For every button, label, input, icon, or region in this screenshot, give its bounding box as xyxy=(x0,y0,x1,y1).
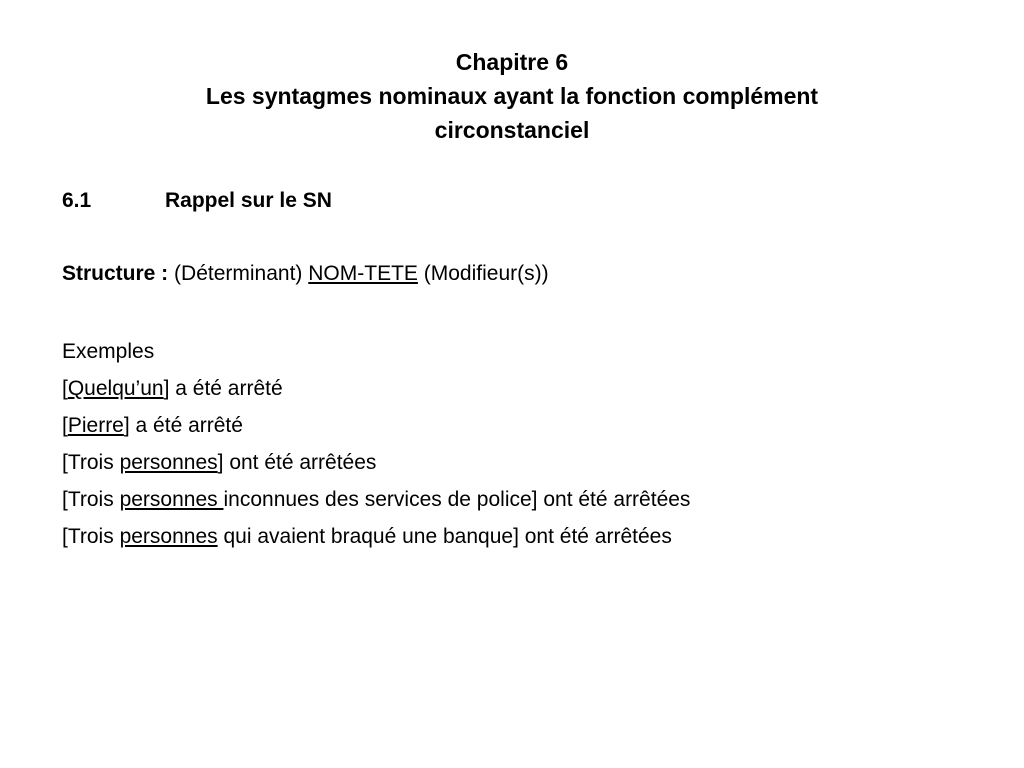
structure-label: Structure : xyxy=(62,262,169,285)
example-4-open: [Trois xyxy=(62,488,114,511)
structure-line xyxy=(62,259,549,289)
example-1-open: [ xyxy=(62,377,68,400)
example-3-head: personnes xyxy=(119,451,218,474)
example-1-rest: ] a été arrêté xyxy=(163,377,283,400)
example-4-head: personnes xyxy=(119,488,224,511)
title-line-chapter: Chapitre 6 xyxy=(455,49,569,75)
example-5-rest: qui avaient braqué une banque] ont été arrêtées xyxy=(217,525,672,548)
structure-modifiers: (Modifieur(s)) xyxy=(423,262,549,285)
example-2 xyxy=(62,407,690,444)
example-5 xyxy=(62,518,690,555)
example-2-head: Pierre xyxy=(67,414,124,437)
example-5-open: [Trois xyxy=(62,525,114,548)
example-4-rest: inconnues des services de police] ont été arrêtées xyxy=(223,488,691,511)
example-4 xyxy=(62,481,690,518)
example-5-head: personnes xyxy=(119,525,218,548)
title-line-end: circonstanciel xyxy=(434,117,590,143)
section-number: 6.1 xyxy=(62,189,92,212)
example-2-rest: ] a été arrêté xyxy=(123,414,243,437)
example-1 xyxy=(62,370,690,407)
structure-head-noun: NOM-TETE xyxy=(308,262,418,285)
title-line-main: Les syntagmes nominaux ayant la fonction complément xyxy=(205,83,819,109)
example-1-head: Quelqu’un xyxy=(67,377,164,400)
structure-determinant: (Déterminant) xyxy=(174,262,303,285)
example-3-rest: ] ont été arrêtées xyxy=(217,451,377,474)
example-3 xyxy=(62,444,690,481)
section-title: Rappel sur le SN xyxy=(165,189,332,212)
slide-title xyxy=(0,45,1024,147)
examples-list xyxy=(62,333,690,555)
examples-heading: Exemples xyxy=(62,340,155,363)
example-3-open: [Trois xyxy=(62,451,114,474)
example-2-open: [ xyxy=(62,414,68,437)
section-heading xyxy=(62,186,332,216)
